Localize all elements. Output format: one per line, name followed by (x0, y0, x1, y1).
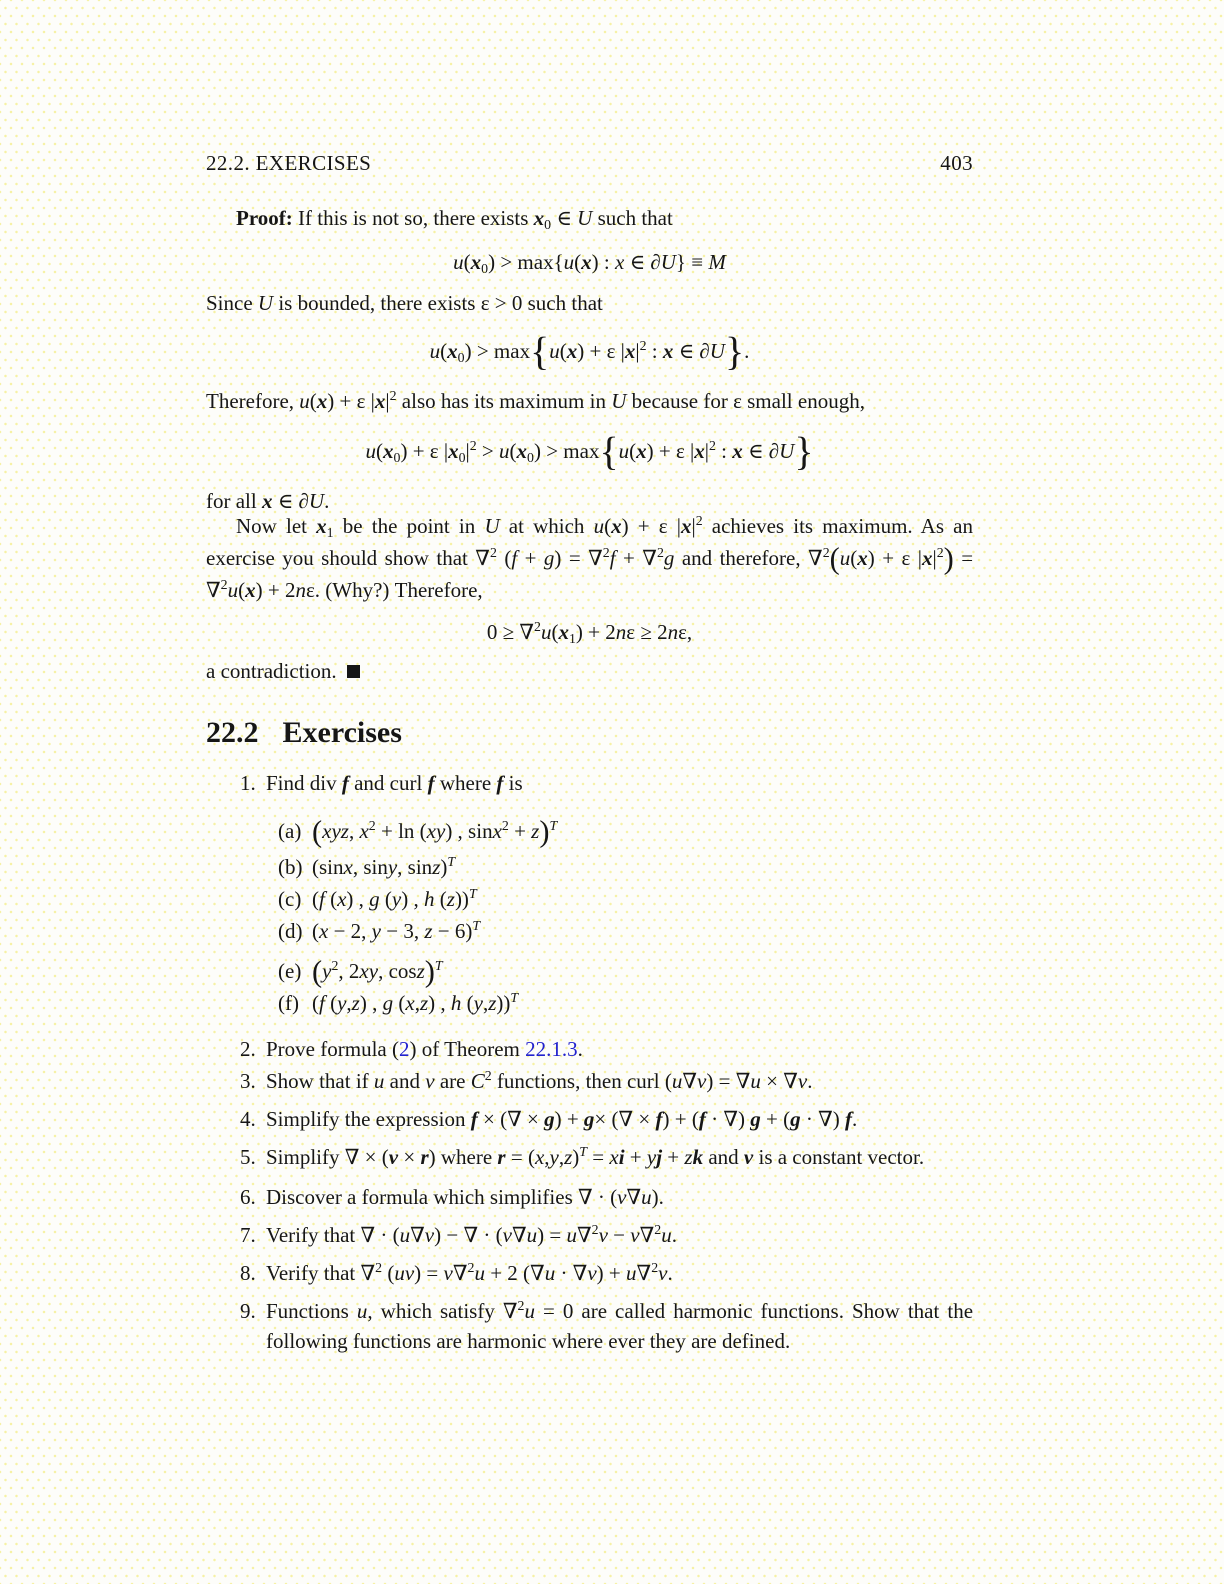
sub-label: (d) (278, 919, 303, 943)
proof-paragraph-5: Now let x1 be the point in U at which u(x) + ε $|x|^2$ achieves its maximum. As an exercise you should show that ∇$^2$ (f + g) = ∇$^2$f + ∇$^2$g and therefore, ∇$^2$(u(x) + ε $|x|^2) = \nabla^2u(x) + 2n\varepsilon$. (Why?) Therefore, (206, 513, 974, 602)
item-number: 1. (240, 771, 256, 795)
sub-formula: ($y^2$, 2xy, cosz)$^T$ (312, 954, 443, 989)
exercise-1b (278, 852, 973, 882)
exercise-1c (278, 884, 973, 914)
item-number: 9. (240, 1299, 256, 1323)
item-number: 8. (240, 1261, 256, 1285)
item-text: Simplify the expression f × (∇ × g) + g× (∇ × f) + (f · ∇) g + (g · ∇) f. (266, 1107, 858, 1131)
display-equation-1: u(x0) > max{u(x) : x ∈ ∂U} ≡ M (453, 250, 726, 277)
item-number: 5. (240, 1145, 256, 1169)
sub-label: (b) (278, 855, 303, 879)
sub-label: (e) (278, 959, 302, 983)
sub-formula: (sinx, siny, sinz)$^T$ (312, 854, 456, 879)
exercise-item-6 (240, 1182, 973, 1212)
sub-formula: (xyz, $x^2 + \ln (xy)$ , sinx$^2$ + z)$^T$ (312, 814, 558, 849)
sub-formula: (x − 2, y − 3, z − 6)$^T$ (312, 918, 481, 943)
exercise-item-7 (240, 1220, 973, 1250)
item-text: Prove formula (2) of Theorem 22.1.3. (266, 1037, 583, 1061)
header-section-title: 22.2. EXERCISES (206, 151, 372, 175)
item-number: 3. (240, 1069, 256, 1093)
item-text: Discover a formula which simplifies ∇ · (v∇u). (266, 1185, 664, 1209)
proof-conclusion: a contradiction. (206, 656, 973, 686)
proof-paragraph-2: Since U is bounded, there exists ε > 0 such that (206, 291, 603, 315)
item-text: Simplify ∇ × (v × r) where $r = (x,y,z)^T$ = xi + yj + zk and v is a constant vector. (266, 1144, 925, 1169)
page-number: 403 (940, 151, 973, 175)
sub-formula: (f (x) , g (y) , h (z))$^T$ (312, 886, 477, 911)
exercise-1d (278, 916, 973, 946)
sub-label: (f) (278, 991, 299, 1015)
display-equation-3: u(x0) + ε $|x0|^2 > u(x0) > \max\{u(x) + \varepsilon$ $|x|^2$ : x ∈ ∂U} (365, 428, 814, 474)
ref-link[interactable]: 22.1.3 (525, 1037, 578, 1061)
exercise-1f (278, 988, 973, 1018)
section-title: Exercises (282, 716, 402, 749)
sub-label: (a) (278, 819, 302, 843)
exercise-item-8 (240, 1258, 973, 1288)
exercise-item-1 (240, 768, 973, 798)
ref-link[interactable]: 2 (398, 1037, 410, 1061)
qed-square-icon (347, 665, 360, 678)
item-text: Find div f and curl f where f is (266, 771, 523, 795)
exercise-item-2 (240, 1034, 973, 1064)
exercise-1a (278, 810, 973, 854)
item-text: Verify that ∇$^2$ (uv) = v∇$^2$u + 2 (∇u · ∇v) + u∇$^2$v. (266, 1260, 673, 1285)
item-text: Verify that ∇ · (u∇v) − ∇ · (v∇u) = u∇$^2$v − v∇$^2$u. (266, 1222, 677, 1247)
item-number: 4. (240, 1107, 256, 1131)
display-equation-4: 0 ≥ ∇$^2$u(x1) + 2nε ≥ 2nε, (486, 619, 693, 647)
section-number: 22.2 (206, 716, 259, 749)
exercise-item-4 (240, 1104, 973, 1134)
item-number: 2. (240, 1037, 256, 1061)
display-equation-2: u(x0) > max{u(x) + ε $|x|^2$ : x ∈ ∂U}. (429, 328, 750, 374)
sub-label: (c) (278, 887, 302, 911)
section-heading (206, 714, 973, 752)
proof-paragraph-1: Proof: If this is not so, there exists x0 ∈ U such that (236, 206, 673, 233)
proof-paragraph-4: for all x ∈ ∂U. (206, 489, 330, 513)
exercise-item-3 (240, 1066, 973, 1096)
sub-formula: (f (y,z) , g (x,z) , h (y,z))$^T$ (312, 990, 519, 1015)
item-number: 7. (240, 1223, 256, 1247)
item-text: Functions u, which satisfy ∇$^2$u = 0 are called harmonic functions. Show that the following functions are harmonic where ever they are defined. (266, 1298, 974, 1353)
running-header (206, 148, 973, 178)
proof-paragraph-3: Therefore, u(x) + ε $|x|^2$ also has its maximum in U because for ε small enough, (206, 388, 865, 413)
exercise-item-9 (240, 1296, 973, 1356)
item-number: 6. (240, 1185, 256, 1209)
item-text: Show that if u and v are $C^2$ functions, then curl (u∇v) = ∇u × ∇v. (266, 1068, 813, 1093)
exercise-item-5 (240, 1142, 973, 1172)
